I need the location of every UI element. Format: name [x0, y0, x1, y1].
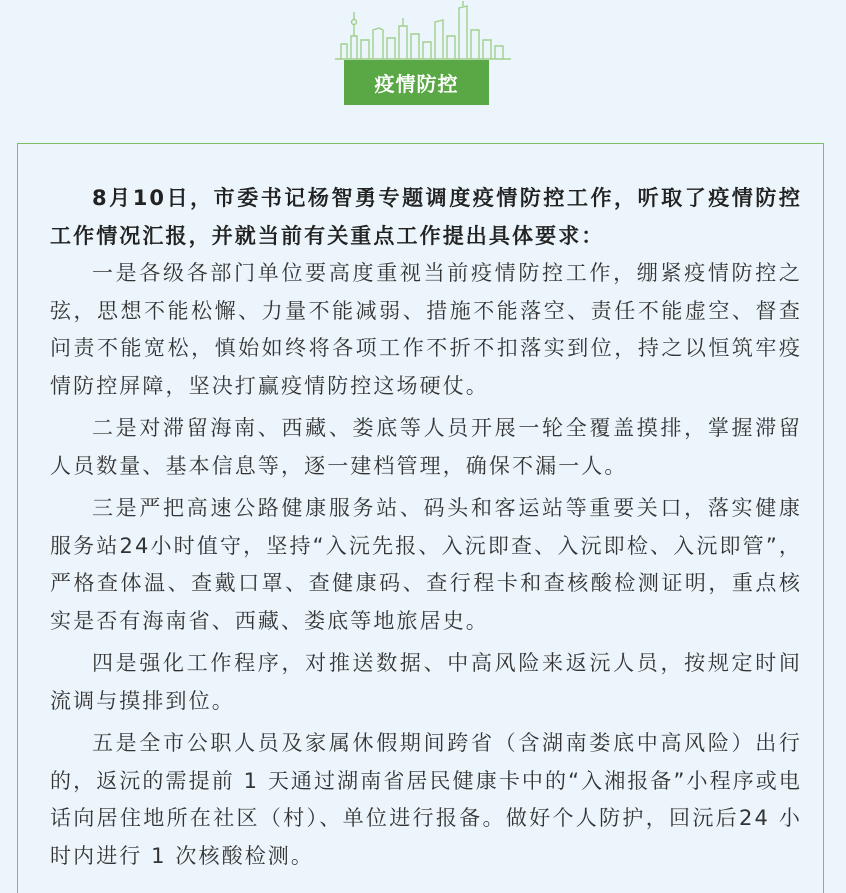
section-title-badge [344, 60, 489, 105]
article-box [17, 143, 824, 893]
article-paragraph-4: 四是强化工作程序，对推送数据、中高风险来返沅人员，按规定时间流调与摸排到位。 [50, 651, 802, 713]
article-paragraph-5: 五是全市公职人员及家属休假期间跨省（含湖南娄底中高风险）出行的，返沅的需提前 1 天通过湖南省居民健康卡中的“入湘报备”小程序或电话向居住地所在社区（村）、单位进行报备。做好个人防护，回沅后24 小时内进行 1 次核酸检测。 [50, 731, 802, 868]
article-paragraph-2: 二是对滞留海南、西藏、娄底等人员开展一轮全覆盖摸排，掌握滞留人员数量、基本信息等，逐一建档管理，确保不漏一人。 [50, 416, 802, 478]
article-paragraph-1: 一是各级各部门单位要高度重视当前疫情防控工作，绷紧疫情防控之弦，思想不能松懈、力量不能减弱、措施不能落空、责任不能虚空、督查问责不能宽松，慎始如终将各项工作不折不扣落实到位，持之以恒筑牢疫情防控屏障，坚决打赢疫情防控这场硬仗。 [50, 261, 802, 398]
article-lead: 8月10日，市委书记杨智勇专题调度疫情防控工作，听取了疫情防控工作情况汇报，并就当前有关重点工作提出具体要求： [50, 186, 802, 248]
article-paragraph-3: 三是严把高速公路健康服务站、码头和客运站等重要关口，落实健康服务站24小时值守，坚持“入沅先报、入沅即查、入沅即检、入沅即管”，严格查体温、查戴口罩、查健康码、查行程卡和查核酸检测证明，重点核实是否有海南省、西藏、娄底等地旅居史。 [50, 496, 802, 633]
city-skyline-icon [335, 0, 511, 62]
section-title: 疫情防控 [374, 72, 459, 96]
article-body [50, 180, 802, 880]
